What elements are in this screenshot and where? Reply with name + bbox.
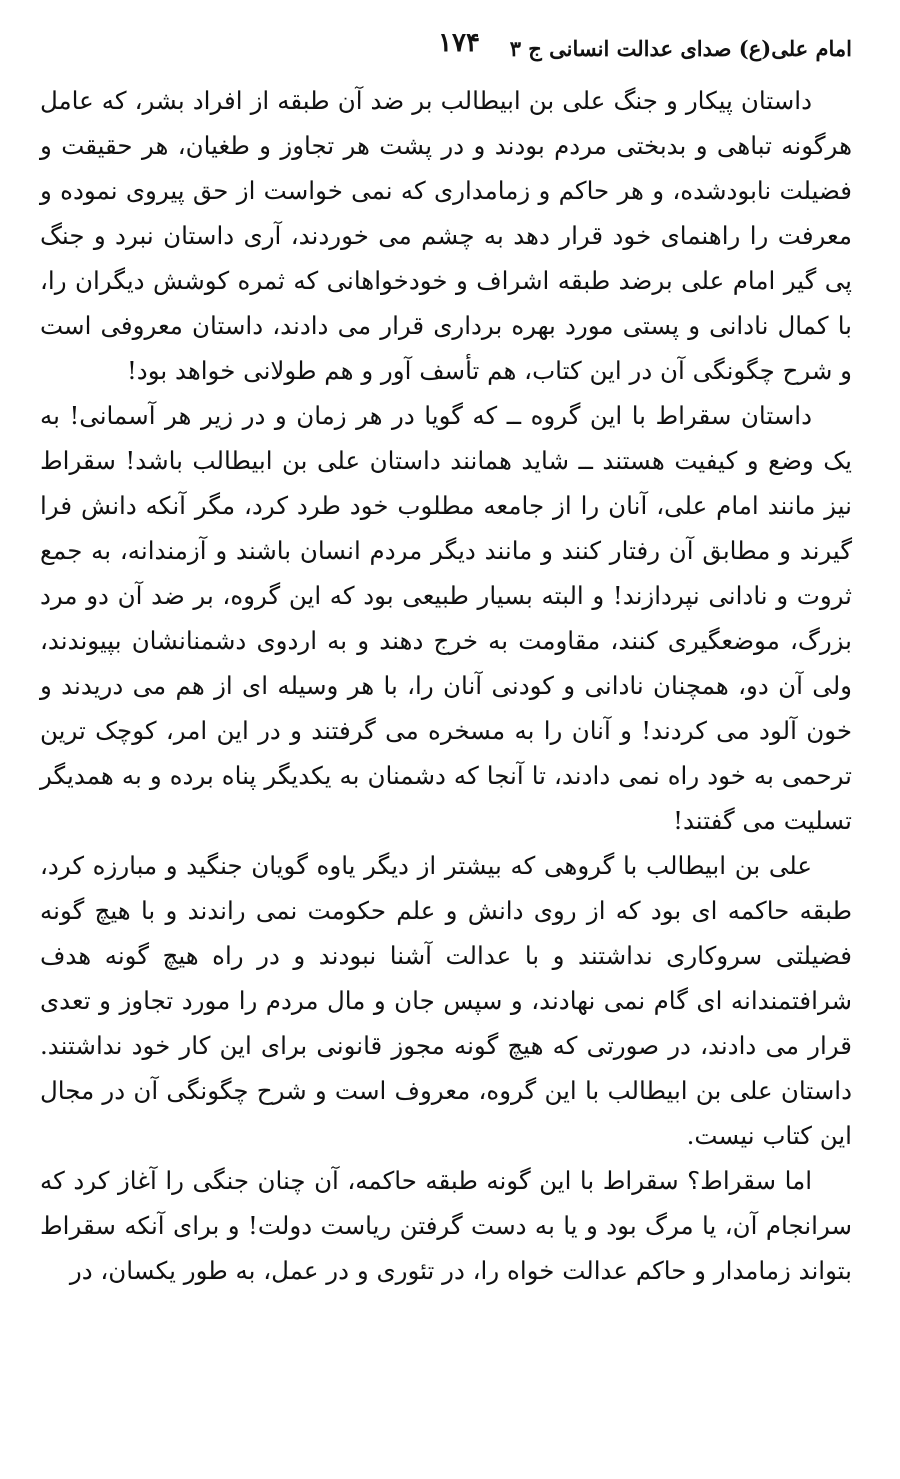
paragraph-3: علی بن ابیطالب با گروهی که بیشتر از دیگر یاوه گویان جنگید و مبارزه کرد، طبقه حاکمه ای بود که از روی دانش و علم حکومت نمی راندند و با هیچ گونه فضیلتی سروکاری نداشتند و با عدالت آشنا نبودند و در راه هیچ گونه هدف شرافتمندانه ای گام نمی نهادند، و سپس جان و مال مردم را مورد تجاوز و تعدی قرار می دادند، در صورتی که هیچ گونه مجوز قانونی برای این کار خود نداشتند. داستان علی بن ابیطالب با این گروه، معروف است و شرح چگونگی آن در مجال این کتاب نیست. [40, 851, 852, 1150]
paragraph-4: اما سقراط؟ سقراط با این گونه طبقه حاکمه، آن چنان جنگی را آغاز کرد که سرانجام آن، یا مرگ بود و یا به دست گرفتن ریاست دولت! و برای آنکه سقراط بتواند زمامدار و حاکم عدالت خواه را، در تئوری و در عمل، به طور یکسان، در [40, 1166, 852, 1285]
body-text [40, 78, 852, 1293]
page-number: ۱۷۴ [438, 28, 480, 58]
paragraph-2: داستان سقراط با این گروه ــ که گویا در هر زمان و در زیر هر آسمانی! به یک وضع و کیفیت هستند ــ شاید همانند داستان علی بن ابیطالب باشد! سقراط نیز مانند امام علی، آنان را از جامعه مطلوب خود طرد کرد، مگر آنکه دانش فرا گیرند و مطابق آن رفتار کنند و مانند دیگر مردم انسان باشند و آزمندانه، به جمع ثروت و نادانی نپردازند! و البته بسیار طبیعی بود که این گروه، بر ضد آن دو مرد بزرگ، موضعگیری کنند، مقاومت به خرج دهند و به اردوی دشمنانشان بپیوندند، ولی آن دو، همچنان نادانی و کودنی آنان را، با هر وسیله ای از هم می دریدند و خون آلود می کردند! و آنان را به مسخره می گرفتند و در این امر، کوچک ترین ترحمی به خود راه نمی دادند، تا آنجا که دشمنان به یکدیگر پناه برده و به همدیگر تسلیت می گفتند! [40, 401, 852, 835]
page-header [40, 28, 852, 78]
paragraph-1: داستان پیکار و جنگ علی بن ابیطالب بر ضد آن طبقه از افراد بشر، که عامل هرگونه تباهی و بدبختی مردم بودند و در پشت هر تجاوز و طغیان، هر حقیقت و فضیلت نابودشده، و هر حاکم و زمامداری که نمی خواست از حق پیروی نموده و معرفت را راهنمای خود قرار دهد به چشم می خوردند، آری داستان نبرد و جنگ پی گیر امام علی برضد طبقه اشراف و خودخواهانی که ثمره کوشش دیگران را، با کمال نادانی و پستی مورد بهره برداری قرار می دادند، داستان معروفی است و شرح چگونگی آن در این کتاب، هم تأسف آور و هم طولانی خواهد بود! [40, 86, 852, 385]
book-page [40, 28, 852, 1293]
running-title: امام علی(ع) صدای عدالت انسانی ج ۳ [509, 36, 852, 61]
